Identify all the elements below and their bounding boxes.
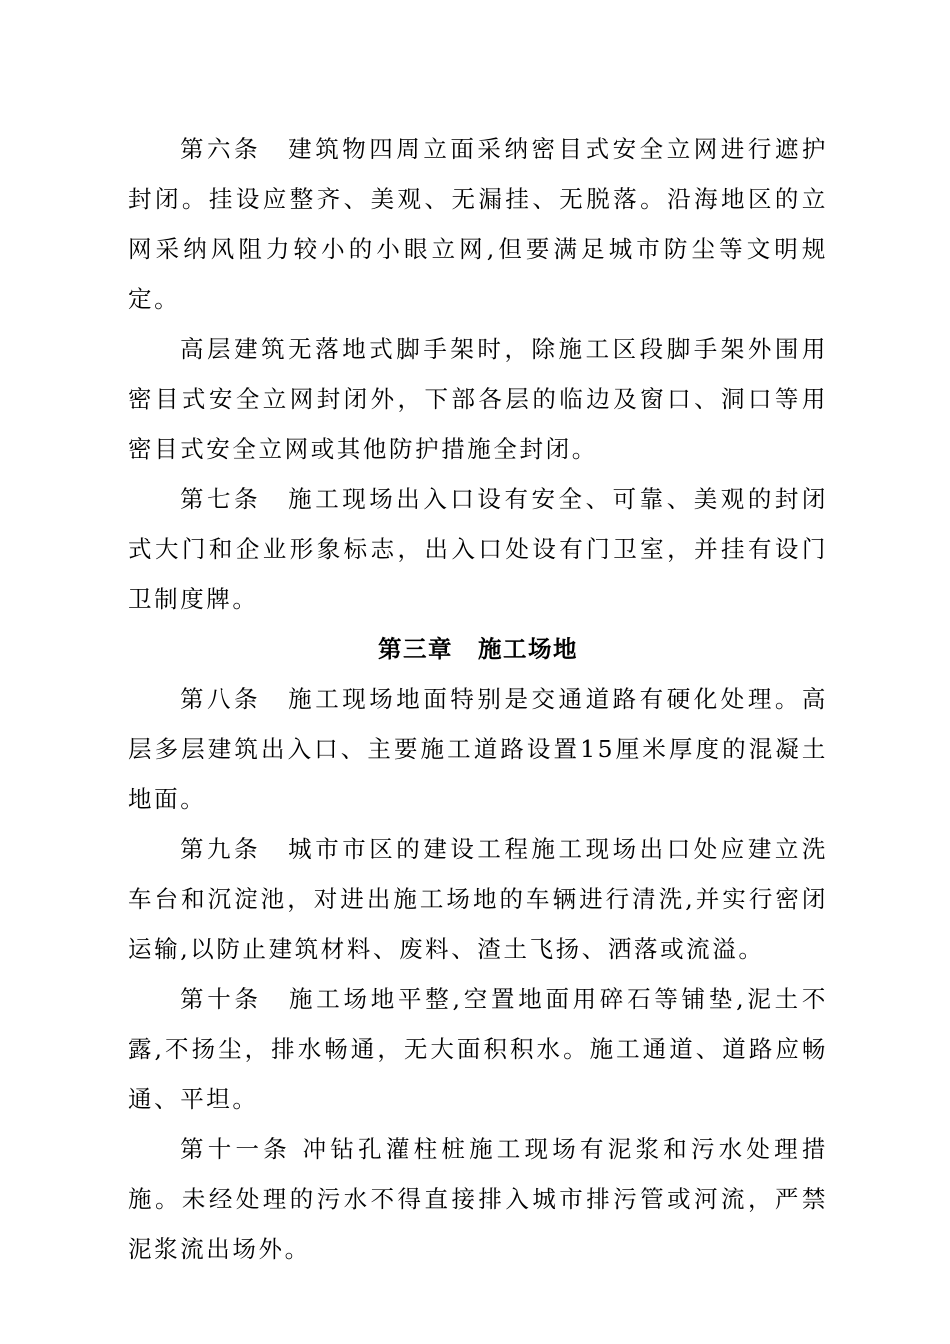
article-6-high-rise-paragraph: 高层建筑无落地式脚手架时，除施工区段脚手架外围用密目式安全立网封闭外，下部各层的临边及窗口、洞口等用密目式安全立网或其他防护措施全封闭。 <box>128 335 828 463</box>
article-11-paragraph: 第十一条 冲钻孔灌柱桩施工现场有泥浆和污水处理措施。未经处理的污水不得直接排入城市排污管或河流，严禁泥浆流出场外。 <box>128 1135 828 1263</box>
document-body <box>128 124 828 1274</box>
article-8-paragraph: 第八条 施工现场地面特别是交通道路有硬化处理。高层多层建筑出入口、主要施工道路设置15厘米厚度的混凝土地面。 <box>128 685 828 813</box>
article-9-paragraph: 第九条 城市市区的建设工程施工现场出口处应建立洗车台和沉淀池，对进出施工场地的车辆进行清洗,并实行密闭运输,以防止建筑材料、废料、渣土飞扬、洒落或流溢。 <box>128 835 828 963</box>
article-7-paragraph: 第七条 施工现场出入口设有安全、可靠、美观的封闭式大门和企业形象标志，出入口处设有门卫室，并挂有设门卫制度牌。 <box>128 485 828 613</box>
article-10-paragraph: 第十条 施工场地平整,空置地面用碎石等铺垫,泥土不露,不扬尘，排水畅通，无大面积积水。施工通道、道路应畅通、平坦。 <box>128 985 828 1113</box>
article-6-paragraph: 第六条 建筑物四周立面采纳密目式安全立网进行遮护封闭。挂设应整齐、美观、无漏挂、无脱落。沿海地区的立网采纳风阻力较小的小眼立网,但要满足城市防尘等文明规定。 <box>128 135 828 313</box>
chapter-title: 第三章 施工场地 <box>378 635 578 663</box>
